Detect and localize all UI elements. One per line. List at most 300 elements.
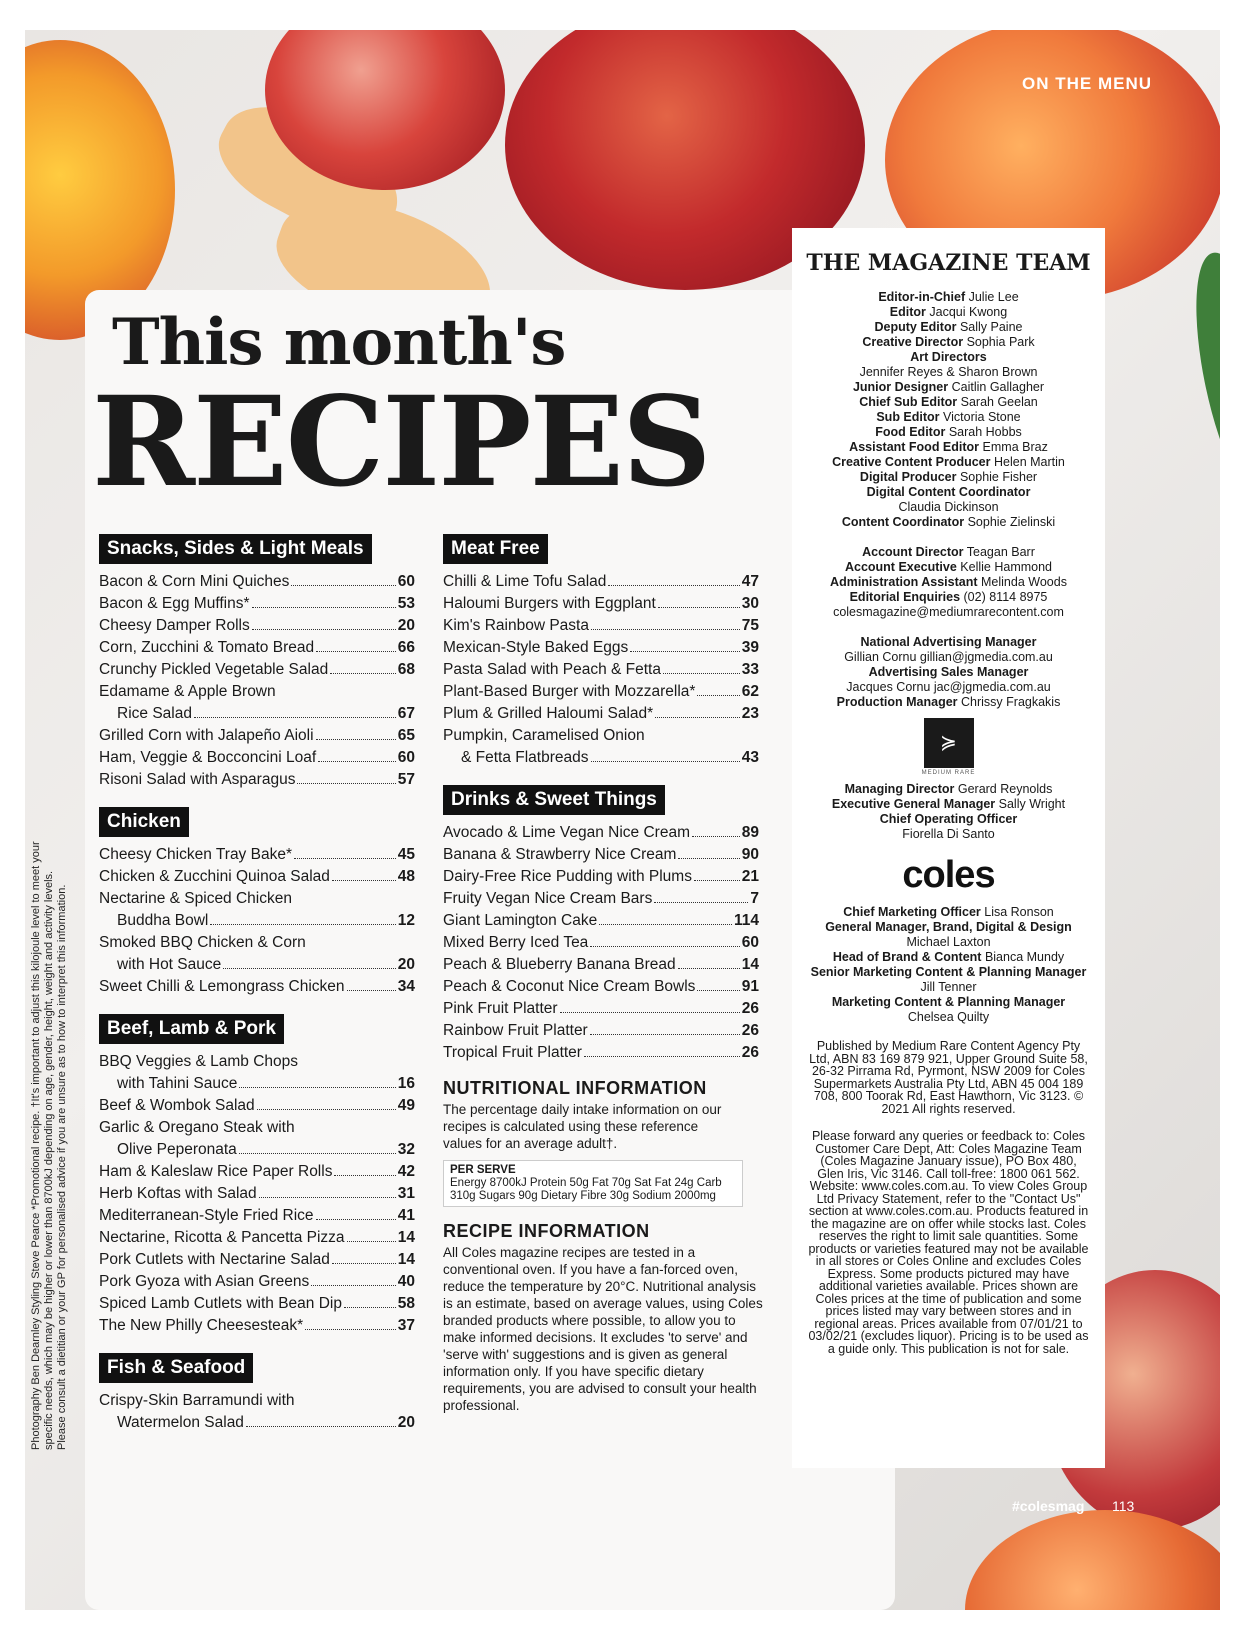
recipe-list-drinks	[443, 822, 759, 1064]
recipe-name: & Fetta Flatbreads	[461, 749, 589, 766]
recipe-entry	[443, 844, 759, 866]
team-name: Caitlin Gallagher	[951, 380, 1045, 394]
dot-leader	[291, 585, 395, 586]
recipe-page-number: 37	[397, 1317, 415, 1334]
team-member-line	[792, 395, 1105, 410]
recipe-page-number: 89	[741, 824, 759, 841]
recipe-page-number: 32	[397, 1141, 415, 1158]
recipe-page-number: 14	[741, 956, 759, 973]
recipe-name: Plum & Grilled Haloumi Salad*	[443, 705, 654, 722]
dot-leader	[599, 924, 732, 925]
side-credits-line3: Please consult a dietitian or your GP for personalised advice if you are unsure as to how to interpret this information.	[56, 884, 68, 1450]
recipe-name: Grilled Corn with Jalapeño Aioli	[99, 727, 314, 744]
recipes-middle-column	[443, 534, 763, 1414]
recipe-entry	[99, 1249, 415, 1271]
team-role: Assistant Food Editor	[849, 440, 980, 454]
recipe-page-number: 47	[741, 573, 759, 590]
team-member-line	[792, 695, 1105, 710]
recipe-name: BBQ Veggies & Lamb Chops	[99, 1053, 299, 1070]
dot-leader	[654, 902, 748, 903]
team-name: Emma Braz	[982, 440, 1048, 454]
team-role: Marketing Content & Planning Manager	[831, 995, 1066, 1009]
dot-leader	[678, 968, 740, 969]
recipe-name: Beef & Wombok Salad	[99, 1097, 255, 1114]
team-name: Sarah Geelan	[960, 395, 1038, 409]
team-name: Jacqui Kwong	[929, 305, 1008, 319]
side-credits-line2: specific needs, which may be higher or lower than 8700kJ depending on age, gender, height, weight and activity levels.	[43, 870, 55, 1450]
recipe-entry	[443, 1042, 759, 1064]
team-member-line	[792, 812, 1105, 827]
dot-leader	[347, 1241, 396, 1242]
recipe-entry	[443, 1020, 759, 1042]
team-member-line	[792, 290, 1105, 305]
dot-leader	[316, 739, 396, 740]
recipe-name: Chilli & Lime Tofu Salad	[443, 573, 607, 590]
recipe-page-number: 42	[397, 1163, 415, 1180]
recipe-entry	[443, 976, 759, 998]
recipe-page-number: 43	[741, 749, 759, 766]
dot-leader	[316, 651, 396, 652]
recipe-page-number: 31	[397, 1185, 415, 1202]
team-title: THE MAGAZINE TEAM	[806, 250, 1091, 276]
recipe-name: Ham, Veggie & Bocconcini Loaf	[99, 749, 317, 766]
recipe-entry	[99, 1139, 415, 1161]
side-credits	[30, 730, 69, 1450]
recipe-entry	[443, 615, 759, 637]
section-heading-fish: Fish & Seafood	[99, 1353, 253, 1383]
recipe-page-number: 26	[741, 1044, 759, 1061]
section-heading-snacks: Snacks, Sides & Light Meals	[99, 534, 372, 564]
team-block-accounts	[792, 545, 1105, 620]
team-role: Junior Designer	[852, 380, 949, 394]
team-name: Jacques Cornu jac@jgmedia.com.au	[846, 680, 1051, 694]
team-member-line	[792, 1010, 1105, 1025]
recipe-entry	[99, 769, 415, 791]
recipe-entry	[99, 1183, 415, 1205]
team-role: Chief Operating Officer	[879, 812, 1018, 826]
dot-leader	[590, 1034, 740, 1035]
recipe-name: Dairy-Free Rice Pudding with Plums	[443, 868, 692, 885]
dot-leader	[252, 607, 396, 608]
recipe-page-number: 40	[397, 1273, 415, 1290]
recipe-page-number: 91	[741, 978, 759, 995]
recipe-info-heading: RECIPE INFORMATION	[443, 1221, 650, 1241]
dot-leader	[591, 629, 740, 630]
recipe-page-number: 66	[397, 639, 415, 656]
recipe-entry	[443, 954, 759, 976]
recipe-page-number: 20	[397, 617, 415, 634]
team-block-advertising	[792, 635, 1105, 710]
team-member-line	[792, 365, 1105, 380]
recipe-name: Herb Koftas with Salad	[99, 1185, 257, 1202]
team-member-line	[792, 650, 1105, 665]
team-name: Chrissy Fragkakis	[961, 695, 1061, 709]
recipe-entry	[99, 844, 415, 866]
dot-leader	[591, 761, 740, 762]
recipe-page-number: 53	[397, 595, 415, 612]
team-member-line	[792, 470, 1105, 485]
team-member-line	[792, 350, 1105, 365]
team-member-line	[792, 560, 1105, 575]
dot-leader	[294, 858, 396, 859]
recipe-entry	[99, 1412, 415, 1434]
team-member-line	[792, 935, 1105, 950]
per-serve-label: PER SERVE	[450, 1164, 516, 1176]
dot-leader	[259, 1197, 396, 1198]
dot-leader	[332, 1263, 396, 1264]
recipe-page-number: 21	[741, 868, 759, 885]
team-role: Chief Marketing Officer	[843, 905, 981, 919]
recipe-name: Pink Fruit Platter	[443, 1000, 558, 1017]
recipe-entry	[99, 1271, 415, 1293]
team-name: (02) 8114 8975	[963, 590, 1048, 604]
team-member-line	[792, 635, 1105, 650]
recipe-name: Nectarine, Ricotta & Pancetta Pizza	[99, 1229, 345, 1246]
dot-leader	[332, 880, 396, 881]
recipe-page-number: 49	[397, 1097, 415, 1114]
recipe-list-snacks	[99, 571, 415, 791]
recipe-page-number: 114	[733, 912, 759, 929]
team-member-line	[792, 500, 1105, 515]
team-name: Lisa Ronson	[984, 905, 1054, 919]
team-member-line	[792, 680, 1105, 695]
dot-leader	[210, 924, 395, 925]
recipe-page-number: 33	[741, 661, 759, 678]
recipe-name: Giant Lamington Cake	[443, 912, 598, 929]
recipe-name: Spiced Lamb Cutlets with Bean Dip	[99, 1295, 342, 1312]
leaf-image	[1179, 246, 1220, 515]
team-name: Julie Lee	[968, 290, 1019, 304]
recipe-entry	[99, 615, 415, 637]
footer-hashtag: #colesmag	[1012, 1498, 1085, 1514]
recipe-entry	[99, 1205, 415, 1227]
recipe-page-number: 45	[397, 846, 415, 863]
dot-leader	[344, 1307, 396, 1308]
recipe-name: Crunchy Pickled Vegetable Salad	[99, 661, 329, 678]
recipe-entry	[443, 888, 759, 910]
recipe-name: Haloumi Burgers with Eggplant	[443, 595, 656, 612]
team-block-editorial	[792, 290, 1105, 530]
recipe-name: Buddha Bowl	[117, 912, 209, 929]
recipe-entry	[99, 1227, 415, 1249]
recipe-name: Ham & Kaleslaw Rice Paper Rolls	[99, 1163, 333, 1180]
recipe-entry	[99, 954, 415, 976]
team-name: Jill Tenner	[920, 980, 977, 994]
recipe-page-number: 57	[397, 771, 415, 788]
recipe-entry	[99, 747, 415, 769]
recipe-page-number: 26	[741, 1000, 759, 1017]
recipe-name: Avocado & Lime Vegan Nice Cream	[443, 824, 690, 841]
dot-leader	[318, 761, 396, 762]
publisher-info: Published by Medium Rare Content Agency Pty Ltd, ABN 83 169 879 921, Upper Ground Suite 58, 26-32 Pirrama Rd, Pyrmont, NSW 2009 for Coles Supermarkets Australia Pty Ltd, ABN 45 004 189 708, 800 Toorak Rd, East Hawthorn, Vic 3123. © 2021 All rights reserved.	[809, 1039, 1088, 1116]
recipe-name: Cheesy Damper Rolls	[99, 617, 250, 634]
dot-leader	[257, 1109, 396, 1110]
recipe-name: Watermelon Salad	[117, 1414, 244, 1431]
team-member-line	[792, 950, 1105, 965]
recipe-name: Pork Cutlets with Nectarine Salad	[99, 1251, 330, 1268]
recipe-page-number: 16	[397, 1075, 415, 1092]
recipe-name: Bacon & Corn Mini Quiches	[99, 573, 290, 590]
team-block-management	[792, 782, 1105, 842]
dot-leader	[334, 1175, 395, 1176]
team-member-line	[792, 590, 1105, 605]
dot-leader	[297, 783, 395, 784]
recipe-entry	[99, 1073, 415, 1095]
recipe-page-number: 26	[741, 1022, 759, 1039]
recipe-page-number: 60	[741, 934, 759, 951]
dot-leader	[697, 695, 739, 696]
recipe-page-number: 14	[397, 1251, 415, 1268]
team-name: Gillian Cornu gillian@jgmedia.com.au	[844, 650, 1053, 664]
recipe-name: Risoni Salad with Asparagus	[99, 771, 296, 788]
recipe-name: Olive Peperonata	[117, 1141, 237, 1158]
recipe-entry	[443, 637, 759, 659]
team-role: Account Executive	[844, 560, 957, 574]
team-role: General Manager, Brand, Digital & Design	[825, 920, 1072, 934]
feedback-info: Please forward any queries or feedback to: Coles Customer Care Dept, Att: Coles Magazine Team (Coles Magazine January issue), PO Box 480, Glen Iris, Vic 3146. Call toll-free: 1800 061 562. Website: www.coles.com.au. To view Coles Group Ltd Privacy Statement, refer to the "Contact Us" section at www.coles.com.au. Products featured in the magazine are on offer while stocks last. Coles reserves the right to limit sale quantities. Some products or varieties featured may not be available in all stores or Coles Online and excludes Coles Express. Some products pictured may have additional varieties available. Prices shown are Coles prices at the time of publication and some prices listed may vary between stores and in regional areas. Prices available from 07/01/21 to 03/02/21 (excludes liquor). Pricing is to be used as a guide only. This publication is not for sale.	[808, 1129, 1089, 1356]
team-member-line	[792, 995, 1105, 1010]
team-role: Deputy Editor	[874, 320, 957, 334]
dot-leader	[590, 946, 739, 947]
team-name: Kellie Hammond	[960, 560, 1053, 574]
recipe-page-number: 75	[741, 617, 759, 634]
team-role: Production Manager	[836, 695, 958, 709]
dot-leader	[560, 1012, 740, 1013]
recipe-name: Nectarine & Spiced Chicken	[99, 890, 292, 907]
medium-rare-logo-caption: MEDIUM RARE	[921, 770, 976, 776]
recipe-page-number: 62	[741, 683, 759, 700]
recipe-page-number: 39	[741, 639, 759, 656]
recipe-entry	[99, 637, 415, 659]
dot-leader	[239, 1153, 396, 1154]
team-member-line	[792, 575, 1105, 590]
dot-leader	[316, 1219, 396, 1220]
recipe-name: Cheesy Chicken Tray Bake*	[99, 846, 292, 863]
team-name: Sophia Park	[966, 335, 1035, 349]
recipe-name: Sweet Chilli & Lemongrass Chicken	[99, 978, 345, 995]
team-role: Editorial Enquiries	[849, 590, 961, 604]
recipe-name: Rice Salad	[117, 705, 192, 722]
team-name: Michael Laxton	[906, 935, 991, 949]
dot-leader	[697, 990, 739, 991]
recipe-list-meat-free	[443, 571, 759, 769]
section-heading-meat-free: Meat Free	[443, 534, 548, 564]
team-role: Digital Producer	[859, 470, 957, 484]
recipe-entry	[99, 725, 415, 747]
team-member-line	[792, 827, 1105, 842]
team-block-coles	[792, 905, 1105, 1025]
team-role: Account Director	[862, 545, 964, 559]
team-member-line	[792, 797, 1105, 812]
dot-leader	[330, 673, 396, 674]
recipe-entry	[443, 681, 759, 703]
team-role: Managing Director	[844, 782, 955, 796]
recipe-entry	[443, 822, 759, 844]
dot-leader	[678, 858, 739, 859]
recipe-name: Plant-Based Burger with Mozzarella*	[443, 683, 696, 700]
recipe-page-number: 60	[397, 573, 415, 590]
dot-leader	[194, 717, 396, 718]
recipe-name: Pasta Salad with Peach & Fetta	[443, 661, 661, 678]
recipe-page-number: 60	[397, 749, 415, 766]
recipe-list-fish	[99, 1390, 415, 1434]
section-heading-beef: Beef, Lamb & Pork	[99, 1014, 284, 1044]
team-name: Teagan Barr	[966, 545, 1035, 559]
recipe-name: Pork Gyoza with Asian Greens	[99, 1273, 310, 1290]
recipe-entry	[443, 659, 759, 681]
recipe-entry	[443, 910, 759, 932]
recipe-page-number: 20	[397, 1414, 415, 1431]
recipe-name: Mexican-Style Baked Eggs	[443, 639, 629, 656]
recipe-list-chicken	[99, 844, 415, 998]
page-title-line1: This month's	[112, 305, 566, 380]
recipe-entry	[99, 1161, 415, 1183]
team-member-line	[792, 782, 1105, 797]
team-member-line	[792, 605, 1105, 620]
team-member-line	[792, 905, 1105, 920]
team-name: Fiorella Di Santo	[902, 827, 995, 841]
recipe-page-number: 20	[397, 956, 415, 973]
side-credits-line1: Photography Ben Dearnley Styling Steve Pearce *Promotional recipe. †It's important to adjust this kilojoule level to meet your	[30, 841, 42, 1450]
recipe-name: Banana & Strawberry Nice Cream	[443, 846, 677, 863]
team-role: Chief Sub Editor	[859, 395, 958, 409]
team-name: Sarah Hobbs	[948, 425, 1022, 439]
team-member-line	[792, 515, 1105, 530]
page-title-line2: RECIPES	[92, 370, 710, 515]
recipe-name: Crispy-Skin Barramundi with	[99, 1392, 295, 1409]
recipe-name: Edamame & Apple Brown	[99, 683, 276, 700]
medium-rare-logo: ≽	[924, 718, 974, 768]
recipe-name: Smoked BBQ Chicken & Corn	[99, 934, 306, 951]
recipe-page-number: 68	[397, 661, 415, 678]
magazine-team-panel	[792, 228, 1105, 1468]
team-name: Gerard Reynolds	[957, 782, 1053, 796]
team-member-line	[792, 335, 1105, 350]
team-member-line	[792, 485, 1105, 500]
team-name: Helen Martin	[993, 455, 1065, 469]
team-member-line	[792, 980, 1105, 995]
team-member-line	[792, 320, 1105, 335]
recipe-list-beef	[99, 1051, 415, 1337]
recipe-entry	[443, 747, 759, 769]
team-name: Victoria Stone	[943, 410, 1021, 424]
team-role: National Advertising Manager	[860, 635, 1037, 649]
recipe-entry	[99, 571, 415, 593]
recipe-name: Pumpkin, Caramelised Onion	[443, 727, 645, 744]
recipe-info-text: All Coles magazine recipes are tested in a conventional oven. If you have a fan-forced oven, reduce the temperature by 20°C. Nutritional analysis is an estimate, based on average values, using Coles branded products where possible, to allow you to make informed decisions. It excludes 'to serve' and 'serve with' suggestions and is given as general information only. If you have specific dietary requirements, you are advised to consult your health professional.	[443, 1245, 763, 1413]
recipe-entry	[443, 703, 759, 725]
dot-leader	[252, 629, 396, 630]
team-member-line	[792, 920, 1105, 935]
recipe-entry	[99, 593, 415, 615]
per-serve-box	[443, 1160, 743, 1207]
recipe-page-number: 90	[741, 846, 759, 863]
recipe-name: Peach & Blueberry Banana Bread	[443, 956, 676, 973]
nutrition-heading: NUTRITIONAL INFORMATION	[443, 1078, 707, 1098]
recipe-name: Kim's Rainbow Pasta	[443, 617, 589, 634]
recipe-name: Peach & Coconut Nice Cream Bowls	[443, 978, 696, 995]
dot-leader	[347, 990, 396, 991]
team-name: Sophie Fisher	[959, 470, 1038, 484]
recipe-entry	[99, 1095, 415, 1117]
recipe-entry	[443, 571, 759, 593]
team-role: Food Editor	[875, 425, 946, 439]
team-role: Editor	[889, 305, 926, 319]
recipe-page-number: 58	[397, 1295, 415, 1312]
team-member-line	[792, 380, 1105, 395]
recipe-name: Mixed Berry Iced Tea	[443, 934, 589, 951]
recipe-name: Bacon & Egg Muffins*	[99, 595, 250, 612]
recipe-name: Tropical Fruit Platter	[443, 1044, 582, 1061]
team-member-line	[792, 455, 1105, 470]
team-role: Digital Content Coordinator	[866, 485, 1031, 499]
recipe-name: The New Philly Cheesesteak*	[99, 1317, 304, 1334]
dot-leader	[608, 585, 739, 586]
dot-leader	[630, 651, 740, 652]
dot-leader	[305, 1329, 396, 1330]
team-name: Sophie Zielinski	[967, 515, 1056, 529]
team-name: Sally Wright	[998, 797, 1066, 811]
recipe-name: Fruity Vegan Nice Cream Bars	[443, 890, 653, 907]
team-role: Creative Director	[862, 335, 964, 349]
recipe-name: Rainbow Fruit Platter	[443, 1022, 588, 1039]
team-role: Sub Editor	[876, 410, 940, 424]
team-name: colesmagazine@mediumrarecontent.com	[833, 605, 1064, 619]
dot-leader	[223, 968, 396, 969]
recipe-entry	[99, 976, 415, 998]
team-role: Head of Brand & Content	[832, 950, 982, 964]
dot-leader	[694, 880, 740, 881]
recipe-entry	[99, 866, 415, 888]
recipe-page-number: 67	[397, 705, 415, 722]
team-member-line	[792, 305, 1105, 320]
per-serve-values: Energy 8700kJ Protein 50g Fat 70g Sat Fat 24g Carb 310g Sugars 90g Dietary Fibre 30g Sodium 2000mg	[450, 1177, 722, 1202]
recipe-entry	[443, 998, 759, 1020]
recipe-name: Chicken & Zucchini Quinoa Salad	[99, 868, 330, 885]
recipe-page-number: 30	[741, 595, 759, 612]
recipe-name: Garlic & Oregano Steak with	[99, 1119, 295, 1136]
team-member-line	[792, 440, 1105, 455]
team-name: Melinda Woods	[981, 575, 1067, 589]
recipe-entry	[99, 910, 415, 932]
dot-leader	[311, 1285, 396, 1286]
dot-leader	[658, 607, 740, 608]
recipe-name: Mediterranean-Style Fried Rice	[99, 1207, 314, 1224]
team-name: Sally Paine	[959, 320, 1023, 334]
dot-leader	[584, 1056, 740, 1057]
recipe-name: Corn, Zucchini & Tomato Bread	[99, 639, 315, 656]
team-member-line	[792, 425, 1105, 440]
team-role: Creative Content Producer	[832, 455, 991, 469]
recipe-entry	[99, 703, 415, 725]
recipe-page-number: 34	[397, 978, 415, 995]
team-role: Advertising Sales Manager	[868, 665, 1029, 679]
team-member-line	[792, 965, 1105, 980]
recipe-page-number: 14	[397, 1229, 415, 1246]
dot-leader	[692, 836, 740, 837]
section-heading-chicken: Chicken	[99, 807, 189, 837]
team-name: Claudia Dickinson	[898, 500, 999, 514]
team-role: Editor-in-Chief	[878, 290, 966, 304]
recipe-page-number: 41	[397, 1207, 415, 1224]
recipe-page-number: 48	[397, 868, 415, 885]
dot-leader	[663, 673, 740, 674]
team-name: Jennifer Reyes & Sharon Brown	[859, 365, 1038, 379]
team-role: Administration Assistant	[830, 575, 978, 589]
recipe-entry	[443, 593, 759, 615]
recipe-page-number: 65	[397, 727, 415, 744]
recipe-page-number: 7	[750, 890, 759, 907]
